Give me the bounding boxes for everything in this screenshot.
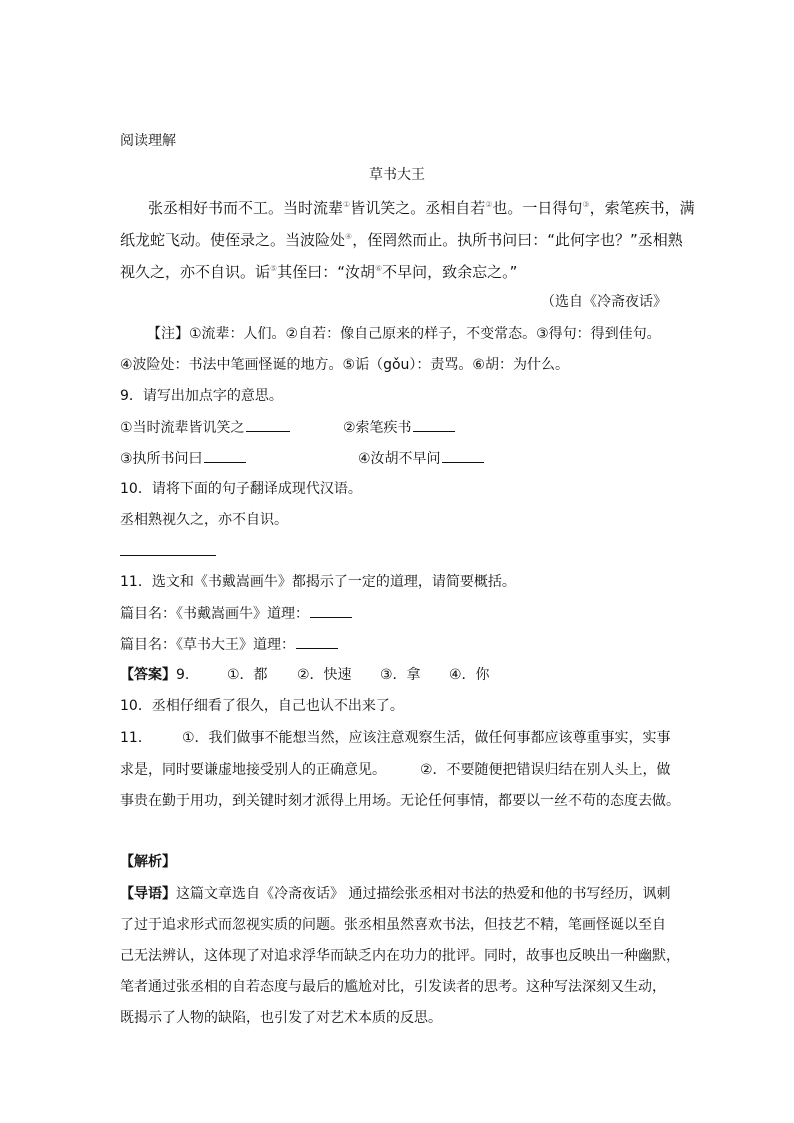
note-marker: ② (485, 200, 493, 209)
passage-text: 纸龙蛇飞动。使侄录之。当波险处 (120, 231, 346, 249)
passage-text: 张丞相好书而不工。当时流辈 (148, 199, 344, 217)
passage-text: 也。一日得句 (492, 199, 583, 217)
passage-text: ，索笔疾书，满 (589, 199, 695, 217)
question-9-item-2 (343, 417, 455, 438)
passage-source: （选自《冷斋夜话》 (541, 294, 667, 310)
answer-blank[interactable] (413, 417, 455, 432)
answer-q9-line (120, 665, 189, 685)
passage-line-3 (120, 262, 517, 282)
answer-q11-number: 11． (120, 730, 152, 746)
answer-blank[interactable] (204, 448, 246, 463)
note-marker: ⑥ (374, 264, 383, 273)
question-9-item-1 (120, 417, 290, 438)
notes-line-2: ④波险处：书法中笔画怪诞的地方。⑤诟（gǒu）：责骂。⑥胡：为什么。 (120, 357, 569, 373)
analysis-text: 这篇文章选自《冷斋夜话》 通过描绘张丞相对书法的热爱和他的书写经历，讽刺 (176, 886, 671, 902)
answer-q9-a3: ③．拿 (380, 667, 421, 683)
passage-line-2 (120, 230, 683, 250)
analysis-line-5: 既揭示了人物的缺陷，也引发了对艺术本质的反思。 (120, 1010, 442, 1026)
question-item-text: 篇目名：《书戴嵩画牛》道理： (120, 606, 309, 622)
question-item-text: ②索笔疾书 (343, 420, 412, 436)
question-9-item-3 (120, 448, 246, 469)
answer-q9-a4: ④．你 (449, 667, 490, 683)
note-marker: ① (343, 200, 351, 209)
note-marker: ⑤ (270, 264, 278, 273)
question-11-line-2 (120, 634, 338, 655)
answer-blank[interactable] (442, 448, 484, 463)
passage-text: 不早问，致余忘之。” (382, 263, 518, 281)
answer-q11-line-3: ②．不要随便把错误归结在别人头上，做 (420, 762, 671, 778)
analysis-line-3: 己无法辨认，这体现了对追求浮华而缺乏内在功力的批评。同时，故事也反映出一种幽默， (120, 948, 680, 964)
answer-label: 【答案】 (120, 667, 176, 683)
section-heading: 阅读理解 (120, 133, 176, 149)
question-11-line-1 (120, 603, 352, 624)
question-11-prompt: 11．选文和《书戴嵩画牛》都揭示了一定的道理，请简要概括。 (120, 574, 516, 590)
passage-text: 皆讥笑之。丞相自若 (350, 199, 486, 217)
answer-q11-line-2: 求是，同时要谦虚地接受别人的正确意见。 (120, 762, 386, 778)
note-marker: ③ (582, 200, 590, 209)
answer-q10: 10．丞相仔细看了很久，自己也认不出来了。 (120, 698, 404, 714)
passage-text: 视久之，亦不自识。诟 (120, 263, 271, 281)
answer-q9-a1: ①．都 (227, 667, 268, 683)
analysis-line-4: 笔者通过张丞相的自若态度与最后的尴尬对比，引发读者的思考。这种写法深刻又生动， (120, 979, 666, 995)
answer-blank[interactable] (296, 634, 338, 649)
passage-line-1 (148, 198, 695, 218)
guide-label: 【导语】 (120, 886, 176, 902)
question-9-prompt: 9．请写出加点字的意思。 (120, 388, 283, 404)
analysis-label: 【解析】 (120, 854, 176, 870)
question-item-text: ③执所书问曰 (120, 451, 203, 467)
answer-q11-line-1: ①．我们做事不能想当然，应该注意观察生活，做任何事都应该尊重事实，实事 (182, 730, 671, 746)
question-item-text: 篇目名：《草书大王》道理： (120, 637, 295, 653)
notes-line-1: 【注】①流辈：人们。②自若：像自己原来的样子，不变常态。③得句：得到佳句。 (147, 326, 661, 342)
answer-blank[interactable] (246, 417, 290, 432)
analysis-line-2: 了过于追求形式而忽视实质的问题。张丞相虽然喜欢书法，但技艺不精，笔画怪诞以至自 (120, 917, 666, 933)
passage-text: ，侄罔然而止。执所书问曰：“此何字也？”丞相熟 (352, 231, 683, 249)
answer-blank[interactable] (310, 603, 352, 618)
answer-q11-line-4: 事贵在勤于用功，到关键时刻才派得上用场。无论任何事情，都要以一丝不苟的态度去做。 (120, 793, 680, 809)
question-item-text: ④汝胡不早问 (358, 451, 441, 467)
answer-line[interactable] (120, 555, 216, 556)
question-item-text: ①当时流辈皆讥笑之 (120, 420, 245, 436)
analysis-line-1 (120, 884, 670, 904)
note-marker: ④ (345, 232, 353, 241)
question-10-prompt: 10．请将下面的句子翻译成现代汉语。 (120, 481, 362, 497)
question-10-sentence: 丞相熟视久之，亦不自识。 (120, 512, 288, 528)
answer-q9-number: 9. (176, 667, 190, 683)
passage-title: 草书大王 (369, 167, 425, 183)
passage-text: 其侄曰：“汝胡 (277, 263, 375, 281)
answer-q9-a2: ②．快速 (297, 667, 352, 683)
question-9-item-4 (358, 448, 484, 469)
